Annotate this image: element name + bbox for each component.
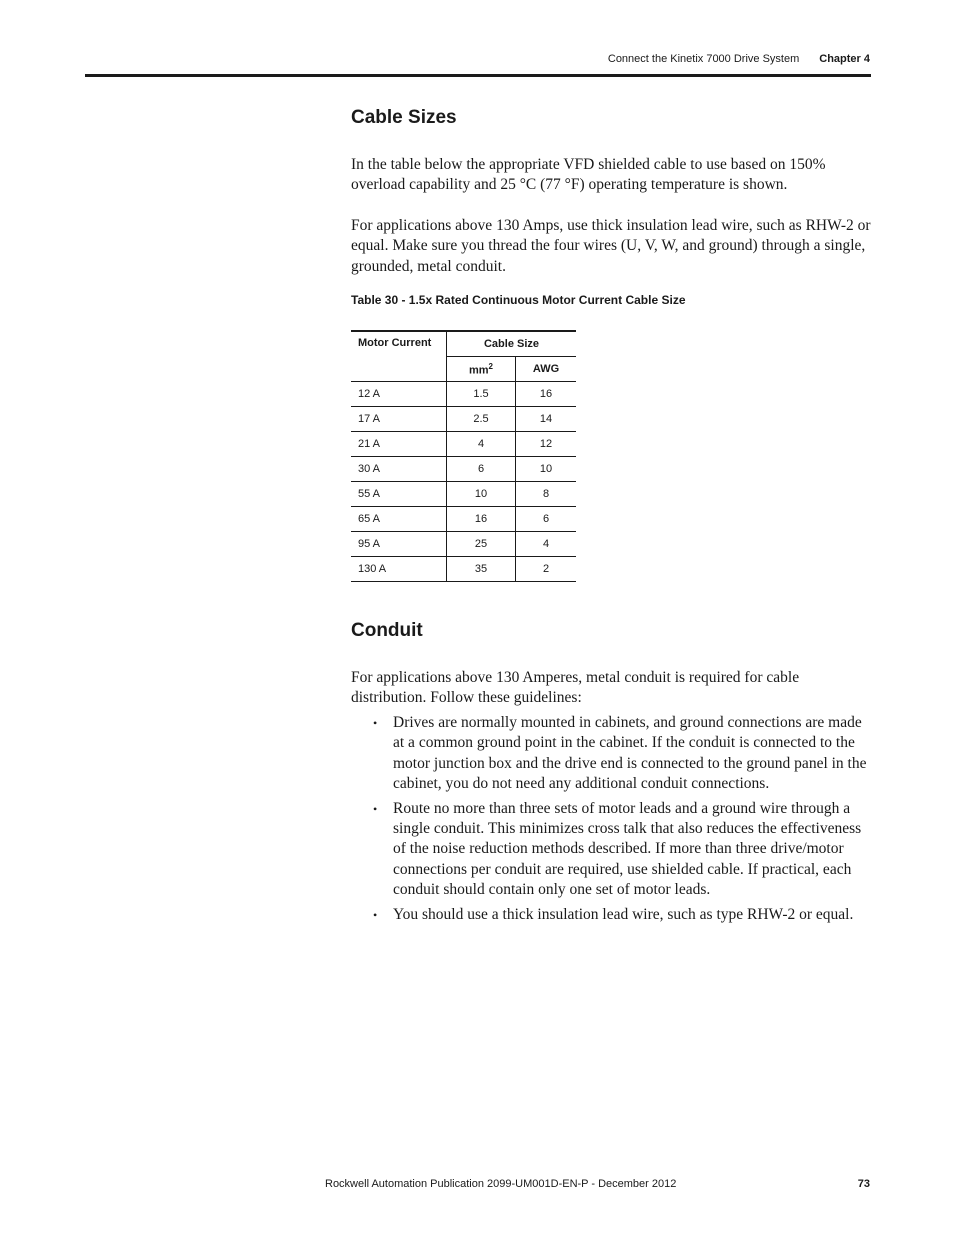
table-caption-wrap [351, 293, 871, 307]
cell-awg: 16 [516, 382, 577, 407]
cell-motor-current: 30 A [351, 457, 447, 482]
cell-mm2: 2.5 [447, 407, 516, 432]
table-row [351, 482, 576, 507]
list-item [351, 799, 871, 900]
cable-sizes-para1: In the table below the appropriate VFD shielded cable to use based on 150% overload capability and 25 °C (77 °F) operating temperature is shown. [351, 156, 826, 194]
table-row [351, 507, 576, 532]
list-item-text: You should use a thick insulation lead wire, such as type RHW-2 or equal. [393, 905, 854, 923]
cable-sizes-heading: Cable Sizes [351, 107, 457, 128]
table-row [351, 432, 576, 457]
table-row [351, 532, 576, 557]
bullet-icon: • [373, 907, 378, 922]
header-chapter: Chapter 4 [819, 53, 870, 65]
cell-awg: 6 [516, 507, 577, 532]
col-header-motor-current: Motor Current [351, 331, 447, 382]
cable-size-table [351, 330, 576, 582]
cell-awg: 10 [516, 457, 577, 482]
cell-mm2: 1.5 [447, 382, 516, 407]
cell-awg: 12 [516, 432, 577, 457]
conduit-section [351, 620, 871, 642]
mm-label: mm [468, 364, 489, 377]
col-header-awg: AWG [516, 357, 577, 382]
cell-mm2: 10 [447, 482, 516, 507]
mm-superscript: 2 [488, 361, 493, 371]
table-row [351, 407, 576, 432]
cell-mm2: 4 [447, 432, 516, 457]
list-item [351, 713, 871, 794]
cell-motor-current: 21 A [351, 432, 447, 457]
cell-motor-current: 130 A [351, 557, 447, 582]
col-header-mm2 [447, 357, 516, 382]
cell-motor-current: 17 A [351, 407, 447, 432]
cell-mm2: 6 [447, 457, 516, 482]
cable-sizes-para1-wrap [351, 155, 871, 196]
cell-mm2: 16 [447, 507, 516, 532]
bullet-icon: • [373, 716, 378, 730]
list-item-text: Route no more than three sets of motor leads and a ground wire through a single conduit. This minimizes cross talk that also reduces the effectiveness of the noise reduction methods described. If more than three drive/motor connections per conduit are required, use shielded cable. If practical, each conduit should contain only one set of motor leads. [393, 799, 862, 898]
table-row [351, 457, 576, 482]
list-item-text: Drives are normally mounted in cabinets, and ground connections are made at a common ground point in the cabinet. If the conduit is connected to the motor junction box and the drive end is connected to the ground panel in the cabinet, you do not need any additional conduit connections. [393, 714, 867, 792]
cell-awg: 2 [516, 557, 577, 582]
bullet-icon: • [373, 801, 378, 816]
running-header [608, 53, 870, 65]
table-row [351, 382, 576, 407]
cell-mm2: 35 [447, 557, 516, 582]
conduit-intro: For applications above 130 Amperes, metal conduit is required for cable distribution. Follow these guidelines: [351, 669, 800, 707]
guideline-list [351, 713, 871, 925]
header-rule [85, 74, 871, 77]
table-row [351, 557, 576, 582]
cable-sizes-section [351, 107, 871, 129]
cable-sizes-para2-wrap [351, 216, 871, 277]
cell-motor-current: 95 A [351, 532, 447, 557]
cell-mm2: 25 [447, 532, 516, 557]
conduit-intro-wrap [351, 668, 871, 709]
footer-publication: Rockwell Automation Publication 2099-UM001D-EN-P - December 2012 [325, 1178, 677, 1190]
footer-page-number: 73 [857, 1178, 870, 1190]
col-header-cable-size: Cable Size [447, 331, 577, 357]
cell-awg: 14 [516, 407, 577, 432]
cable-sizes-para2: For applications above 130 Amps, use thick insulation lead wire, such as RHW-2 or equal. Make sure you thread the four wires (U, V, W, and ground) through a single, grounded, metal conduit. [351, 217, 871, 275]
cell-awg: 4 [516, 532, 577, 557]
conduit-guidelines [351, 713, 871, 929]
header-section-title: Connect the Kinetix 7000 Drive System [607, 53, 800, 65]
cell-awg: 8 [516, 482, 577, 507]
cell-motor-current: 55 A [351, 482, 447, 507]
table-caption: Table 30 - 1.5x Rated Continuous Motor Current Cable Size [351, 293, 686, 307]
conduit-heading: Conduit [351, 620, 423, 641]
list-item [351, 905, 871, 925]
cell-motor-current: 12 A [351, 382, 447, 407]
cell-motor-current: 65 A [351, 507, 447, 532]
